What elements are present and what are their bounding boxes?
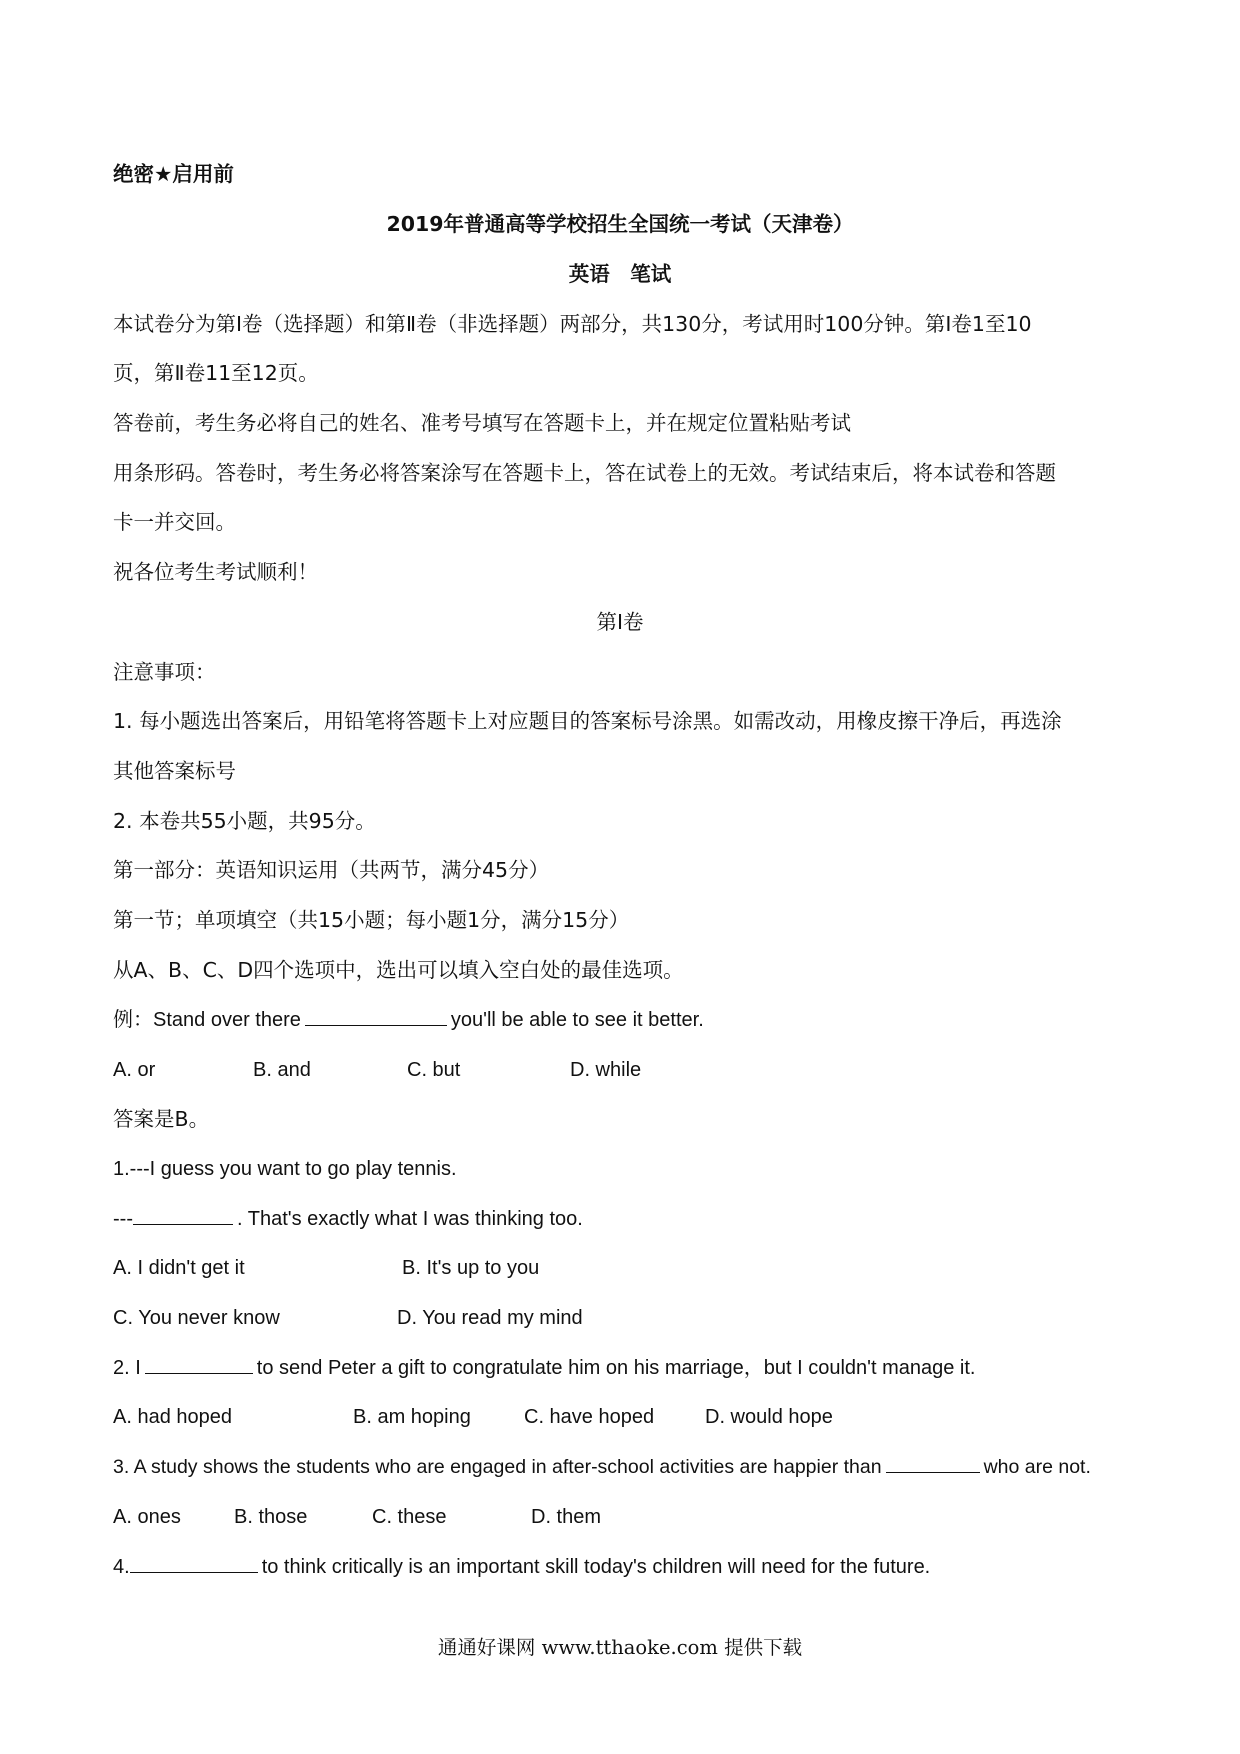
example-suffix: you'll be able to see it better.	[450, 1009, 704, 1031]
question-2	[113, 1355, 975, 1381]
page-footer: 通通好课网 www.tthaoke.com 提供下载	[437, 1636, 803, 1659]
question-1-option-b: B. It's up to you	[402, 1257, 540, 1279]
question-2-option-b: B. am hoping	[353, 1406, 471, 1428]
question-2-option-c: C. have hoped	[524, 1406, 655, 1428]
question-3-option-a: A. ones	[113, 1506, 181, 1528]
note-2: 2. 本卷共55小题，共95分。	[113, 809, 376, 833]
question-4-prefix: 4.	[113, 1556, 130, 1578]
question-4-suffix: to think critically is an important skill today's children will need for the future.	[261, 1556, 931, 1578]
answer-blank	[145, 1355, 253, 1374]
question-3-option-c: C. these	[372, 1506, 447, 1528]
intro-line-5: 卡一并交回。	[113, 510, 236, 534]
exam-subtitle: 英语 笔试	[568, 262, 672, 286]
intro-line-3: 答卷前，考生务必将自己的姓名、准考号填写在答题卡上，并在规定位置粘贴考试	[113, 411, 851, 435]
note-1-line-2: 其他答案标号	[113, 759, 236, 783]
question-2-suffix: to send Peter a gift to congratulate him on his marriage，but I couldn't manage it.	[256, 1357, 976, 1379]
intro-line-2: 页，第Ⅱ卷11至12页。	[113, 361, 319, 385]
question-3	[113, 1454, 1091, 1480]
question-2-option-d: D. would hope	[705, 1406, 833, 1428]
question-4	[113, 1554, 930, 1580]
question-1-option-a: A. I didn't get it	[113, 1257, 245, 1279]
example-option-a: A. or	[113, 1059, 156, 1081]
question-3-suffix: who are not.	[983, 1456, 1091, 1478]
example-option-d: D. while	[570, 1059, 642, 1081]
question-2-option-a: A. had hoped	[113, 1406, 232, 1428]
secret-label: 绝密★启用前	[113, 162, 234, 186]
question-1-option-c: C. You never know	[113, 1307, 280, 1329]
answer-blank	[130, 1554, 258, 1573]
part-1-title: 第一部分：英语知识运用（共两节，满分45分）	[113, 858, 550, 882]
intro-line-6: 祝各位考生考试顺利！	[113, 560, 318, 584]
question-1-dash: ---	[113, 1208, 133, 1230]
answer-blank	[886, 1454, 980, 1473]
volume-title: 第Ⅰ卷	[596, 610, 644, 634]
answer-blank	[133, 1206, 233, 1225]
question-1-line-2	[113, 1206, 583, 1232]
question-3-option-d: D. them	[531, 1506, 602, 1528]
notes-heading: 注意事项：	[113, 660, 216, 684]
question-3-prefix: 3. A study shows the students who are engaged in after-school activities are happier than	[113, 1456, 882, 1478]
question-2-prefix: 2. I	[113, 1357, 141, 1379]
exam-title: 2019年普通高等学校招生全国统一考试（天津卷）	[386, 212, 854, 236]
example-question	[113, 1007, 704, 1033]
intro-line-4: 用条形码。答卷时，考生务必将答案涂写在答题卡上，答在试卷上的无效。考试结束后，将本试卷和答题	[113, 461, 1056, 485]
question-1-line-1: 1.---I guess you want to go play tennis.	[113, 1158, 457, 1180]
example-option-c: C. but	[407, 1059, 461, 1081]
example-prefix: 例：Stand over there	[113, 1009, 301, 1031]
answer-blank	[305, 1007, 447, 1026]
example-answer: 答案是B。	[113, 1107, 210, 1131]
question-1-option-d: D. You read my mind	[397, 1307, 583, 1329]
note-1-line-1: 1. 每小题选出答案后，用铅笔将答题卡上对应题目的答案标号涂黑。如需改动，用橡皮擦干净后，再选涂	[113, 709, 1062, 733]
question-3-option-b: B. those	[234, 1506, 308, 1528]
intro-line-1: 本试卷分为第Ⅰ卷（选择题）和第Ⅱ卷（非选择题）两部分，共130分，考试用时100分钟。第Ⅰ卷1至10	[113, 312, 1032, 336]
section-instruction: 从A、B、C、D四个选项中，选出可以填入空白处的最佳选项。	[113, 958, 684, 982]
question-1-suffix: . That's exactly what I was thinking too.	[236, 1208, 583, 1230]
example-option-b: B. and	[253, 1059, 311, 1081]
section-1-title: 第一节；单项填空（共15小题；每小题1分，满分15分）	[113, 908, 630, 932]
